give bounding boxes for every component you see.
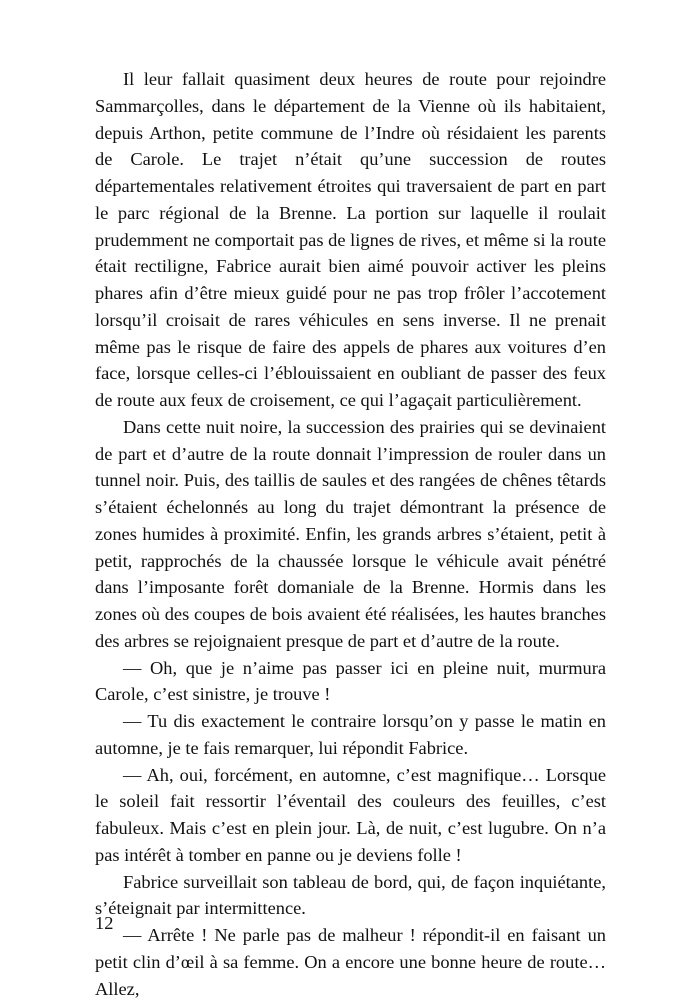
dialogue-carole-1: — Oh, que je n’aime pas passer ici en pleine nuit, murmura Carole, c’est sinistre, je trouve ! <box>95 657 606 705</box>
page-body <box>95 66 606 1002</box>
paragraph-1: Il leur fallait quasiment deux heures de route pour rejoindre Sammarçolles, dans le département de la Vienne où ils habitaient, depuis Arthon, petite commune de l’Indre où résidaient les parents de Carole. Le trajet n’était qu’une succession de routes départementales relativement étroites qui traversaient de part en part le parc régional de la Brenne. La portion sur laquelle il roulait prudemment ne comportait pas de lignes de rives, et même si la route était rectiligne, Fabrice aurait bien aimé pouvoir activer les pleins phares afin d’être mieux guidé pour ne pas trop frôler l’accotement lorsqu’il croisait de rares véhicules en sens inverse. Il ne prenait même pas le risque de faire des appels de phares aux voitures d’en face, lorsque celles-ci l’éblouissaient en oubliant de passer des feux de route aux feux de croisement, ce qui l’agaçait particulièrement. <box>95 69 606 410</box>
dialogue-fabrice-1: — Tu dis exactement le contraire lorsqu’on y passe le matin en automne, je te fais remarquer, lui répondit Fabrice. <box>95 711 606 758</box>
paragraph-dashboard: Fabrice surveillait son tableau de bord, qui, de façon inquiétante, s’éteignait par intermittence. <box>95 871 606 919</box>
paragraph-2: Dans cette nuit noire, la succession des prairies qui se devinaient de part et d’autre de la route donnait l’impression de rouler dans un tunnel noir. Puis, des taillis de saules et des rangées de chênes têtards s’étaient échelonnés au long du trajet démontrant la présence de zones humides à proximité. Enfin, les grands arbres s’étaient, petit à petit, rapprochés de la chaussée lorsque le véhicule avait pénétré dans l’imposante forêt domaniale de la Brenne. Hormis dans les zones où des coupes de bois avaient été réalisées, les hautes branches des arbres se rejoignaient presque de part et d’autre de la route. <box>95 416 606 651</box>
page-number: 12 <box>95 913 114 933</box>
dialogue-fabrice-2: — Arrête ! Ne parle pas de malheur ! répondit-il en faisant un petit clin d’œil à sa femme. On a encore une bonne heure de route… Allez, <box>95 925 606 999</box>
dialogue-carole-2: — Ah, oui, forcément, en automne, c’est magnifique… Lorsque le soleil fait ressortir l’éventail des couleurs des feuilles, c’est fabuleux. Mais c’est en plein jour. Là, de nuit, c’est lugubre. On n’a pas intérêt à tomber en panne ou je deviens folle ! <box>95 764 606 865</box>
